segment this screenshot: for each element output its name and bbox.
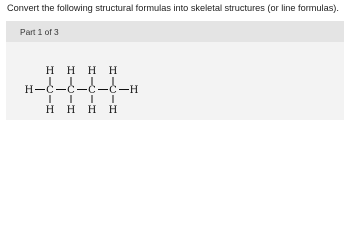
hydrogen-bottom-4: H [108,105,118,116]
hydrogen-bottom-2: H [66,105,76,116]
hydrogen-right: H [129,85,139,96]
carbon-4: C [109,85,117,96]
instructions-text: Convert the following structural formulas into skeletal structures (or line formulas). [7,3,339,13]
carbon-1: C [46,85,54,96]
hydrogen-top-1: H [45,66,55,77]
hydrogen-top-2: H [66,66,76,77]
hydrogen-bottom-1: H [45,105,55,116]
carbon-2: C [67,85,75,96]
hydrogen-top-4: H [108,66,118,77]
hydrogen-left: H [24,85,34,96]
carbon-3: C [88,85,96,96]
hydrogen-bottom-3: H [87,105,97,116]
hydrogen-top-3: H [87,66,97,77]
part-label: Part 1 of 3 [20,27,59,37]
